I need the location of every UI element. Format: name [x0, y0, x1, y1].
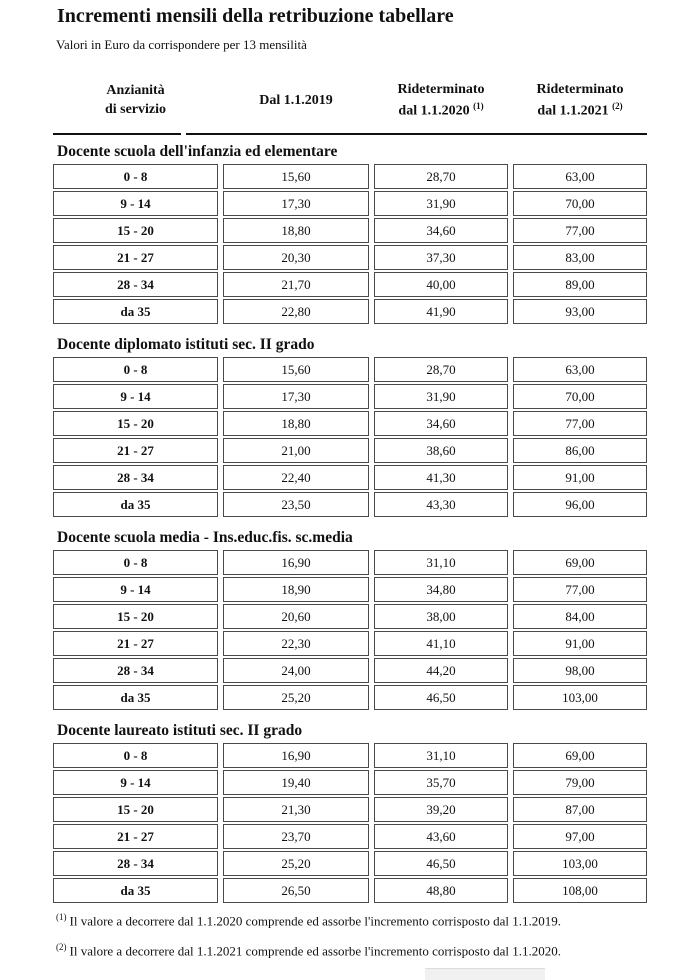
salary-table [48, 548, 652, 712]
cell-dal2020: 41,10 [374, 631, 508, 656]
cell-dal2020: 39,20 [374, 797, 508, 822]
cell-dal2020: 28,70 [374, 164, 508, 189]
cell-dal2020: 41,90 [374, 299, 508, 324]
page-title: Incrementi mensili della retribuzione tabellare [57, 5, 454, 27]
table-row [53, 743, 647, 768]
cell-dal2020: 44,20 [374, 658, 508, 683]
cell-dal2021: 108,00 [513, 878, 647, 903]
cell-anzianita: 0 - 8 [53, 164, 218, 189]
cell-dal2019: 25,20 [223, 685, 369, 710]
cell-dal2021: 103,00 [513, 851, 647, 876]
cell-dal2019: 20,30 [223, 245, 369, 270]
column-header-anzianita-line1: Anzianità [106, 83, 165, 99]
table-row [53, 824, 647, 849]
cell-anzianita: 15 - 20 [53, 604, 218, 629]
salary-table [48, 741, 652, 905]
cell-dal2021: 79,00 [513, 770, 647, 795]
cell-dal2019: 21,70 [223, 272, 369, 297]
cell-anzianita: 9 - 14 [53, 384, 218, 409]
table-row [53, 797, 647, 822]
table-section [48, 335, 652, 519]
cell-dal2021: 77,00 [513, 411, 647, 436]
table-row [53, 384, 647, 409]
column-header-rideterminato-2020 [374, 81, 508, 121]
header-rule-left [53, 133, 181, 135]
cell-dal2019: 16,90 [223, 743, 369, 768]
cell-anzianita: 9 - 14 [53, 770, 218, 795]
cell-dal2021: 83,00 [513, 245, 647, 270]
cell-anzianita: 0 - 8 [53, 550, 218, 575]
page-bottom-artifact [425, 968, 545, 980]
cell-anzianita: 21 - 27 [53, 824, 218, 849]
table-row [53, 465, 647, 490]
table-row [53, 878, 647, 903]
cell-dal2019: 24,00 [223, 658, 369, 683]
table-row [53, 604, 647, 629]
table-row [53, 245, 647, 270]
column-header-rideterminato-2020-line1: Rideterminato [397, 81, 485, 97]
cell-anzianita: 28 - 34 [53, 272, 218, 297]
page-subtitle: Valori in Euro da corrispondere per 13 mensilità [56, 37, 307, 52]
cell-dal2019: 23,70 [223, 824, 369, 849]
cell-dal2021: 69,00 [513, 743, 647, 768]
footnote-marker-2-ref: (2) [612, 100, 623, 111]
footnote [56, 941, 656, 960]
salary-table [48, 355, 652, 519]
cell-dal2019: 26,50 [223, 878, 369, 903]
cell-dal2020: 41,30 [374, 465, 508, 490]
cell-dal2020: 46,50 [374, 685, 508, 710]
cell-dal2019: 18,80 [223, 411, 369, 436]
cell-anzianita: da 35 [53, 492, 218, 517]
cell-dal2021: 89,00 [513, 272, 647, 297]
cell-dal2021: 103,00 [513, 685, 647, 710]
section-title: Docente scuola media - Ins.educ.fis. sc.media [57, 529, 353, 546]
sections [48, 142, 652, 914]
column-header-rideterminato-2021-line1: Rideterminato [536, 81, 624, 97]
table-row [53, 218, 647, 243]
cell-dal2020: 34,60 [374, 218, 508, 243]
table-row [53, 411, 647, 436]
table-section [48, 142, 652, 326]
cell-anzianita: 28 - 34 [53, 658, 218, 683]
cell-dal2019: 22,80 [223, 299, 369, 324]
cell-dal2019: 17,30 [223, 384, 369, 409]
table-row [53, 191, 647, 216]
section-title: Docente scuola dell'infanzia ed elementare [57, 143, 338, 160]
cell-dal2021: 86,00 [513, 438, 647, 463]
column-header-rideterminato-2020-date: dal 1.1.2020 [398, 103, 470, 119]
table-row [53, 164, 647, 189]
cell-dal2021: 98,00 [513, 658, 647, 683]
table-row [53, 577, 647, 602]
section-title: Docente laureato istituti sec. II grado [57, 722, 303, 739]
cell-dal2020: 43,60 [374, 824, 508, 849]
cell-anzianita: 0 - 8 [53, 357, 218, 382]
table-row [53, 357, 647, 382]
column-header-dal-2019 [223, 92, 369, 111]
column-header-rideterminato-2021-line2 [513, 100, 647, 122]
cell-dal2019: 20,60 [223, 604, 369, 629]
footnote-marker: (2) [56, 941, 67, 952]
cell-dal2021: 69,00 [513, 550, 647, 575]
table-row [53, 299, 647, 324]
table-row [53, 550, 647, 575]
table-row [53, 685, 647, 710]
table-section [48, 528, 652, 712]
cell-dal2019: 23,50 [223, 492, 369, 517]
cell-dal2021: 77,00 [513, 577, 647, 602]
cell-anzianita: 21 - 27 [53, 631, 218, 656]
cell-dal2021: 91,00 [513, 465, 647, 490]
column-header-rideterminato-2021 [513, 81, 647, 121]
cell-anzianita: 21 - 27 [53, 438, 218, 463]
cell-anzianita: 15 - 20 [53, 411, 218, 436]
cell-dal2020: 43,30 [374, 492, 508, 517]
cell-dal2020: 38,60 [374, 438, 508, 463]
cell-anzianita: da 35 [53, 878, 218, 903]
cell-dal2021: 63,00 [513, 357, 647, 382]
cell-anzianita: 9 - 14 [53, 191, 218, 216]
section-title: Docente diplomato istituti sec. II grado [57, 336, 315, 353]
footnote-marker: (1) [56, 912, 67, 922]
cell-dal2020: 34,80 [374, 577, 508, 602]
cell-anzianita: 15 - 20 [53, 797, 218, 822]
cell-dal2020: 40,00 [374, 272, 508, 297]
cell-dal2020: 38,00 [374, 604, 508, 629]
table-row [53, 658, 647, 683]
footnote [56, 911, 656, 930]
cell-anzianita: da 35 [53, 299, 218, 324]
table-row [53, 272, 647, 297]
cell-dal2020: 34,60 [374, 411, 508, 436]
cell-dal2021: 96,00 [513, 492, 647, 517]
cell-dal2021: 87,00 [513, 797, 647, 822]
cell-dal2021: 84,00 [513, 604, 647, 629]
column-header-rideterminato-2020-line2 [374, 100, 508, 122]
cell-anzianita: 0 - 8 [53, 743, 218, 768]
cell-dal2021: 63,00 [513, 164, 647, 189]
cell-anzianita: da 35 [53, 685, 218, 710]
cell-dal2019: 16,90 [223, 550, 369, 575]
cell-anzianita: 15 - 20 [53, 218, 218, 243]
cell-dal2019: 19,40 [223, 770, 369, 795]
table-row [53, 492, 647, 517]
cell-dal2020: 46,50 [374, 851, 508, 876]
cell-dal2019: 15,60 [223, 357, 369, 382]
table-row [53, 438, 647, 463]
cell-dal2019: 21,00 [223, 438, 369, 463]
cell-dal2021: 93,00 [513, 299, 647, 324]
cell-dal2020: 31,10 [374, 550, 508, 575]
cell-dal2019: 21,30 [223, 797, 369, 822]
cell-dal2020: 35,70 [374, 770, 508, 795]
cell-dal2020: 48,80 [374, 878, 508, 903]
cell-anzianita: 9 - 14 [53, 577, 218, 602]
footnotes [56, 911, 656, 971]
cell-anzianita: 21 - 27 [53, 245, 218, 270]
table-row [53, 631, 647, 656]
cell-dal2019: 15,60 [223, 164, 369, 189]
column-header-dal-2019-label: Dal 1.1.2019 [259, 92, 333, 108]
column-header-anzianita [53, 82, 218, 120]
table-section [48, 721, 652, 905]
cell-dal2020: 31,10 [374, 743, 508, 768]
cell-dal2020: 31,90 [374, 191, 508, 216]
cell-dal2020: 37,30 [374, 245, 508, 270]
salary-table [48, 162, 652, 326]
cell-dal2019: 18,80 [223, 218, 369, 243]
cell-dal2020: 31,90 [374, 384, 508, 409]
cell-dal2019: 22,30 [223, 631, 369, 656]
column-header-anzianita-line2: di servizio [104, 102, 167, 117]
cell-dal2021: 91,00 [513, 631, 647, 656]
cell-dal2019: 22,40 [223, 465, 369, 490]
cell-dal2021: 70,00 [513, 384, 647, 409]
cell-dal2020: 28,70 [374, 357, 508, 382]
cell-dal2019: 25,20 [223, 851, 369, 876]
table-row [53, 770, 647, 795]
cell-dal2019: 18,90 [223, 577, 369, 602]
cell-dal2019: 17,30 [223, 191, 369, 216]
cell-dal2021: 70,00 [513, 191, 647, 216]
cell-anzianita: 28 - 34 [53, 851, 218, 876]
footnote-marker-1-ref: (1) [473, 100, 484, 111]
column-header-rideterminato-2021-date: dal 1.1.2021 [537, 103, 609, 119]
cell-dal2021: 77,00 [513, 218, 647, 243]
cell-dal2021: 97,00 [513, 824, 647, 849]
table-column-headers [48, 74, 652, 128]
footnote-text: Il valore a decorrere dal 1.1.2020 comprende ed assorbe l'incremento corrisposto dal 1.1.2019. [69, 913, 561, 929]
table-row [53, 851, 647, 876]
cell-anzianita: 28 - 34 [53, 465, 218, 490]
footnote-text: Il valore a decorrere dal 1.1.2021 comprende ed assorbe l'incremento corrisposto dal 1.1.2020. [69, 943, 561, 959]
header-rule-right [186, 133, 647, 135]
